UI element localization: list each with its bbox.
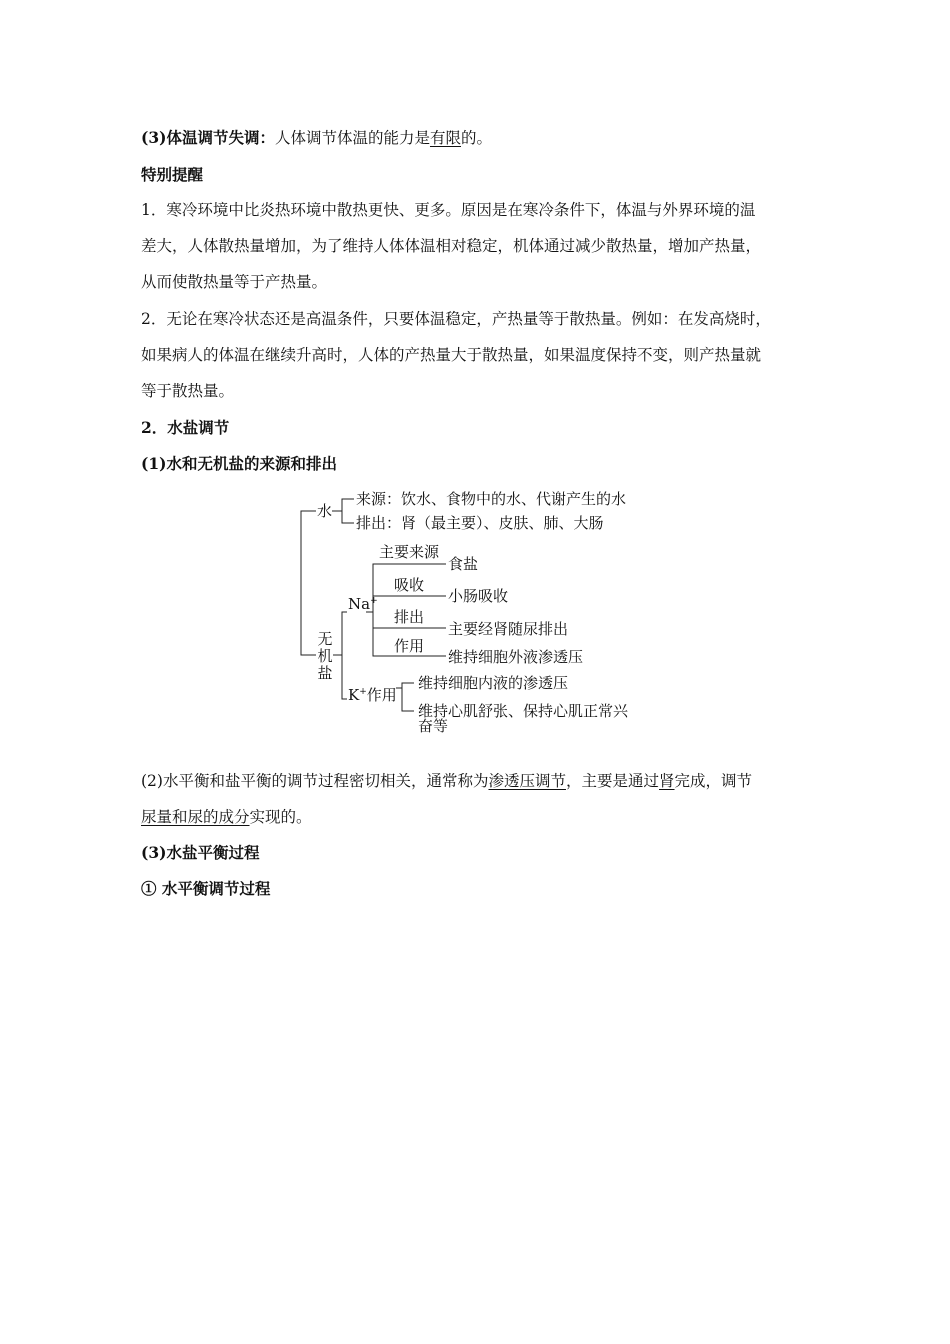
main-source-label: 主要来源 (379, 543, 440, 561)
potassium-label (348, 683, 397, 704)
excrete-label: 排出 (394, 608, 425, 626)
subsection-title: (1)水和无机盐的来源和排出 (141, 454, 337, 473)
salt-food: 食盐 (448, 555, 479, 573)
heart-function-line1: 维持心肌舒张、保持心肌正常兴 (418, 702, 629, 720)
subsection-title-3: (3)水盐平衡过程 (141, 843, 260, 862)
paragraph-heading: (3)体温调节失调： (141, 128, 275, 147)
ecf-osmotic: 维持细胞外液渗透压 (448, 648, 584, 666)
water-output: 排出：肾（最主要）、皮肤、肺、大肠 (356, 514, 604, 532)
underlined-answer: 肾 (659, 772, 675, 790)
paragraph-text: 实现的。 (249, 808, 312, 826)
inorganic-salt-char-2: 机 (317, 647, 333, 665)
potassium-function-label: 作用 (366, 686, 397, 704)
note2-line1: 2．无论在寒冷状态还是高温条件，只要体温稳定，产热量等于散热量。例如：在发高烧时， (141, 310, 771, 328)
water-source: 来源：饮水、食物中的水、代谢产生的水 (356, 490, 627, 508)
paragraph-text: 人体调节体温的能力是 (274, 129, 430, 147)
section-title: 2．水盐调节 (141, 418, 230, 437)
note1-line3: 从而使散热量等于产热量。 (141, 273, 328, 291)
paragraph-osmotic-regulation-line1 (141, 771, 752, 791)
heart-function-line2: 奋等 (418, 717, 449, 735)
note2-line3: 等于散热量。 (141, 382, 235, 400)
sodium-symbol: Na (348, 595, 371, 613)
inorganic-salt-char-1: 无 (317, 630, 333, 648)
function-label: 作用 (394, 637, 425, 655)
underlined-answer: 渗透压调节 (488, 772, 566, 790)
sodium-charge: + (370, 596, 378, 606)
sodium-label (348, 592, 378, 613)
note1-line1: 1．寒冷环境中比炎热环境中散热更快、更多。原因是在寒冷条件下，体温与外界环境的温 (141, 201, 756, 219)
paragraph-osmotic-regulation-line2 (141, 807, 312, 827)
icf-osmotic: 维持细胞内液的渗透压 (418, 674, 569, 692)
note2-line2: 如果病人的体温在继续升高时，人体的产热量大于散热量，如果温度保持不变，则产热量就 (141, 346, 762, 364)
paragraph-text: ，主要是通过 (565, 772, 659, 790)
absorb-label: 吸收 (394, 576, 425, 594)
reminder-title: 特别提醒 (141, 165, 204, 184)
note1-line2: 差大，人体散热量增加，为了维持人体体温相对稳定，机体通过减少散热量，增加产热量， (141, 237, 762, 255)
potassium-symbol: K (348, 686, 360, 704)
underlined-answer: 尿量和尿的成分 (141, 808, 250, 826)
inorganic-salt-char-3: 盐 (317, 664, 333, 682)
kidney-excretion: 主要经肾随尿排出 (448, 620, 569, 638)
paragraph-text: (2)水平衡和盐平衡的调节过程密切相关，通常称为 (141, 772, 489, 790)
paragraph-text: 完成，调节 (674, 772, 753, 790)
underlined-answer: 有限 (429, 129, 461, 147)
small-intestine: 小肠吸收 (448, 587, 509, 605)
subsection-item-1: ① 水平衡调节过程 (141, 879, 271, 898)
paragraph-text: 的。 (460, 129, 492, 147)
potassium-charge: + (359, 687, 367, 697)
water-label: 水 (317, 502, 333, 520)
